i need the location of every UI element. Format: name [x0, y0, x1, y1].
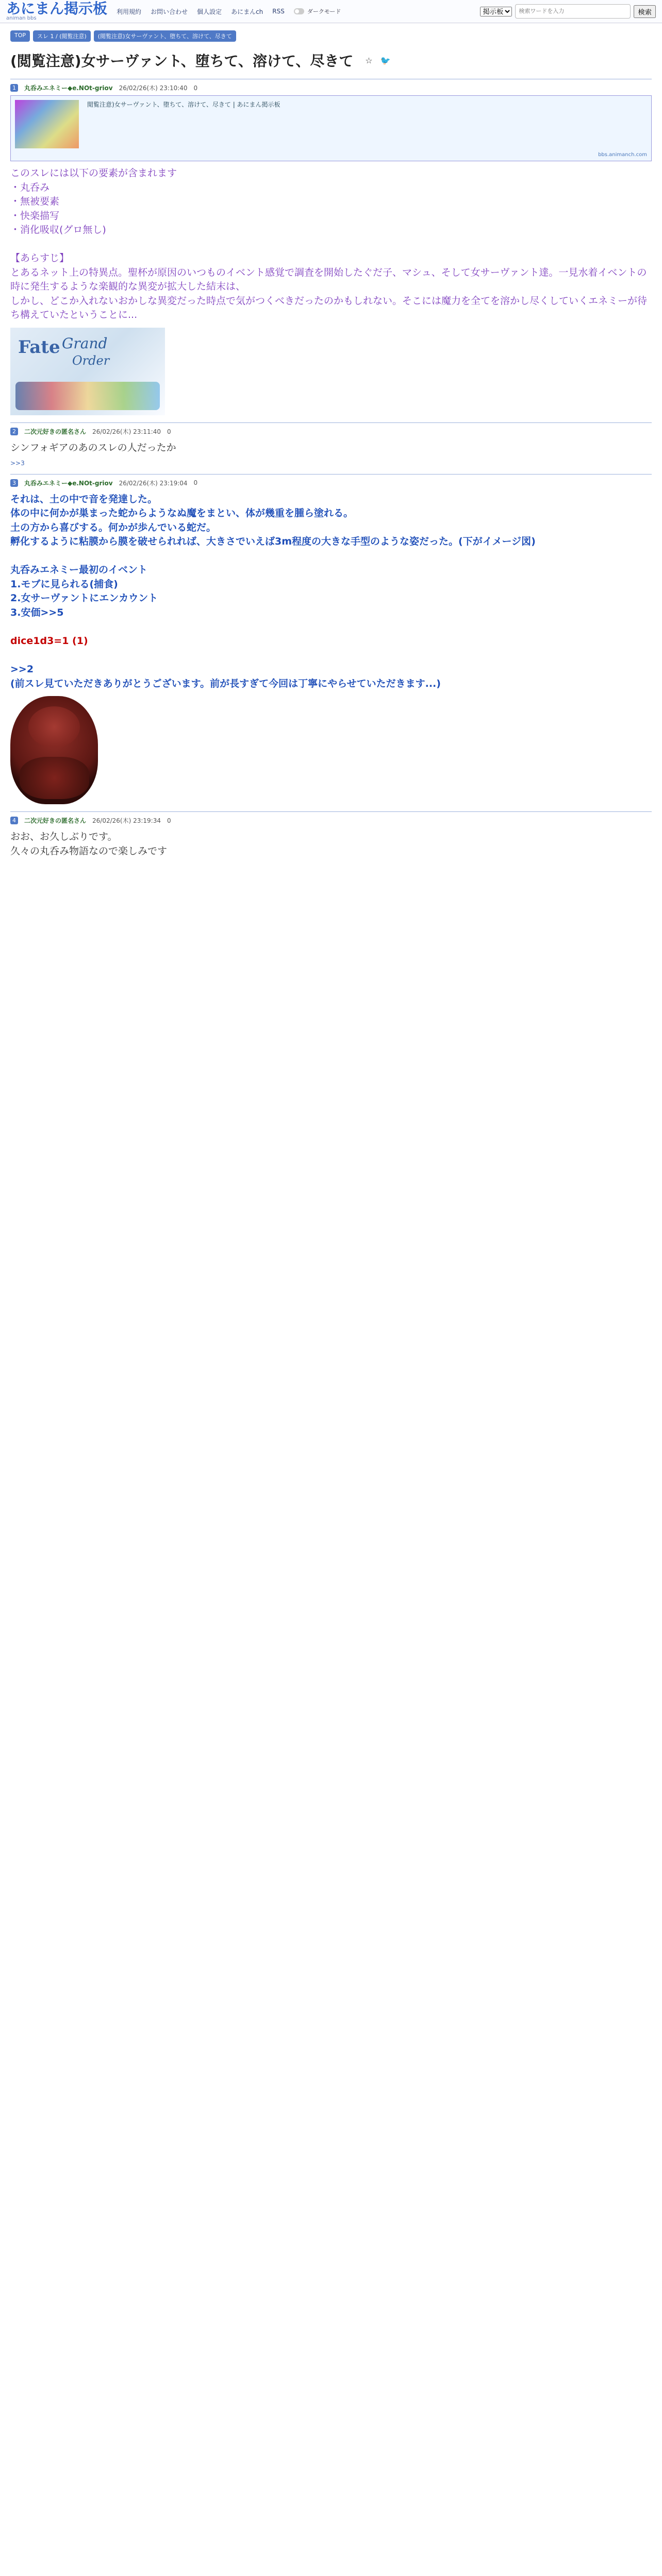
- darkmode-label: ダークモード: [307, 8, 341, 15]
- dice-result: dice1d3=1 (1): [10, 635, 88, 647]
- post-4: [10, 811, 652, 866]
- post-line: 土の方から喜びする。何かが歩んでいる蛇だ。: [10, 521, 217, 533]
- post-date: 26/02/26(木) 23:19:04: [119, 479, 188, 487]
- fgo-character-art: [15, 382, 160, 410]
- nav-settings-link[interactable]: 個人設定: [197, 8, 222, 15]
- post-header: [10, 427, 652, 436]
- breadcrumb-item-board[interactable]: スレ 1 / (閲覧注意): [33, 30, 91, 42]
- logo-subtext: animan bbs: [6, 15, 37, 21]
- post-line: 体の中に何かが巣まった蛇からようなぬ魔をまとい、体が幾重を腫ら塗れる。: [10, 507, 354, 519]
- search-scope-select[interactable]: [480, 7, 512, 16]
- post-3: [10, 474, 652, 812]
- post-line: このスレには以下の要素が含まれます: [10, 167, 177, 179]
- title-icons: [362, 54, 391, 66]
- post-body: [10, 441, 652, 455]
- post-date: 26/02/26(木) 23:19:34: [92, 817, 161, 825]
- thread-container: [0, 50, 662, 866]
- post-id: 0: [167, 817, 171, 824]
- thread-title-row: [10, 50, 652, 71]
- post-line: 2.女サーヴァントにエンカウント: [10, 592, 158, 604]
- breadcrumb: [0, 23, 662, 45]
- thread-title: (閲覧注意)女サーヴァント、堕ちて、溶けて、尽きて: [10, 53, 354, 70]
- site-logo[interactable]: [6, 2, 107, 21]
- nav-terms-link[interactable]: 利用規約: [117, 8, 142, 15]
- darkmode-switch[interactable]: [294, 8, 304, 14]
- preview-title: 閲覧注意)女サーヴァント、堕ちて、溶けて、尽きて | あにまん掲示板: [87, 101, 280, 108]
- post-date: 26/02/26(木) 23:11:40: [92, 428, 161, 436]
- post-header: [10, 816, 652, 825]
- fgo-fate-text: Fate: [18, 337, 60, 358]
- post-line: おお、お久しぶりです。: [10, 831, 118, 843]
- post-id: 0: [193, 479, 198, 487]
- post-line: 3.安価>>5: [10, 606, 64, 618]
- reply-link[interactable]: >>3: [10, 459, 25, 467]
- post-line: ・無被要素: [10, 196, 60, 208]
- monster-image: [10, 696, 98, 804]
- post-number: 2: [10, 428, 18, 435]
- preview-url: bbs.animanch.com: [598, 152, 647, 158]
- post-line: シンフォギアのあのスレの人だったか: [10, 442, 176, 454]
- nav-contact-link[interactable]: お問い合わせ: [151, 8, 188, 15]
- top-navigation: [0, 0, 662, 23]
- post-2: [10, 422, 652, 474]
- reply-ref[interactable]: >>2: [10, 664, 34, 675]
- post-author: 丸呑みエネミー◆e.NOt-griov: [24, 84, 113, 92]
- post-line: 久々の丸呑み物語なので楽しみです: [10, 845, 168, 857]
- link-preview-box[interactable]: [10, 95, 652, 161]
- post-body: [10, 166, 652, 323]
- post-line: それは、土の中で音を発達した。: [10, 493, 158, 505]
- breadcrumb-item-thread[interactable]: (閲覧注意)女サーヴァント、堕ちて、溶けて、尽きて: [94, 30, 236, 42]
- fgo-order-text: Order: [72, 353, 110, 368]
- post-1: [10, 79, 652, 422]
- post-line: とあるネット上の特異点。聖杯が原因のいつものイベント感覚で調査を開始したぐだ子、マシュ、そして女サーヴァント達。一見水着イベントの時に発生するような楽観的な異変が拡大した結末は、: [10, 266, 647, 293]
- post-author: 丸呑みエネミー◆e.NOt-griov: [24, 479, 113, 487]
- reply-links: [10, 460, 652, 467]
- post-line: ・消化吸収(グロ無し): [10, 224, 106, 236]
- nav-animanch-link[interactable]: あにまんch: [231, 8, 263, 15]
- fgo-image: [10, 328, 165, 415]
- post-id: 0: [167, 428, 171, 435]
- post-line: 1.モブに見られる(捕食): [10, 578, 118, 590]
- post-id: 0: [193, 84, 198, 92]
- search-input[interactable]: [515, 4, 631, 19]
- post-line: 丸呑みエネミー最初のイベント: [10, 564, 148, 576]
- search-area: [480, 4, 656, 19]
- post-date: 26/02/26(木) 23:10:40: [119, 84, 188, 92]
- post-number: 1: [10, 84, 18, 92]
- post-number: 4: [10, 817, 18, 824]
- search-button[interactable]: 検索: [634, 5, 656, 18]
- star-icon[interactable]: ☆: [365, 55, 373, 65]
- post-number: 3: [10, 479, 18, 487]
- post-header: [10, 479, 652, 487]
- post-line: ・丸呑み: [10, 181, 50, 193]
- post-line: 【あらすじ】: [10, 252, 70, 264]
- post-author: 二次元好きの匿名さん: [24, 428, 87, 436]
- post-author: 二次元好きの匿名さん: [24, 817, 87, 825]
- post-header: [10, 83, 652, 92]
- post-line: 孵化するように粘膜から膜を破せられれば、大きさでいえば3m程度の大きな手型のような姿だった。(下がイメージ図): [10, 536, 536, 548]
- breadcrumb-item-top[interactable]: TOP: [10, 30, 30, 42]
- post-line: ・快楽描写: [10, 210, 60, 222]
- post-body: [10, 493, 652, 691]
- darkmode-toggle[interactable]: [294, 7, 341, 15]
- bird-icon[interactable]: 🐦: [380, 55, 391, 65]
- post-line: (前スレ見ていただきありがとうございます。前が長すぎて今回は丁寧にやらせていただきます...): [10, 677, 441, 689]
- preview-thumbnail: [15, 100, 79, 148]
- logo-main-text: あにまん掲示板: [6, 0, 108, 17]
- post-line: しかし、どこか入れないおかしな異変だった時点で気がつくべきだったのかもしれない。そこには魔力を全てを溶かし尽くしていくエネミーが待ち構えていたということに...: [10, 295, 648, 321]
- post-body: [10, 830, 652, 858]
- fgo-grand-text: Grand: [62, 335, 108, 352]
- nav-rss-link[interactable]: RSS: [272, 8, 285, 15]
